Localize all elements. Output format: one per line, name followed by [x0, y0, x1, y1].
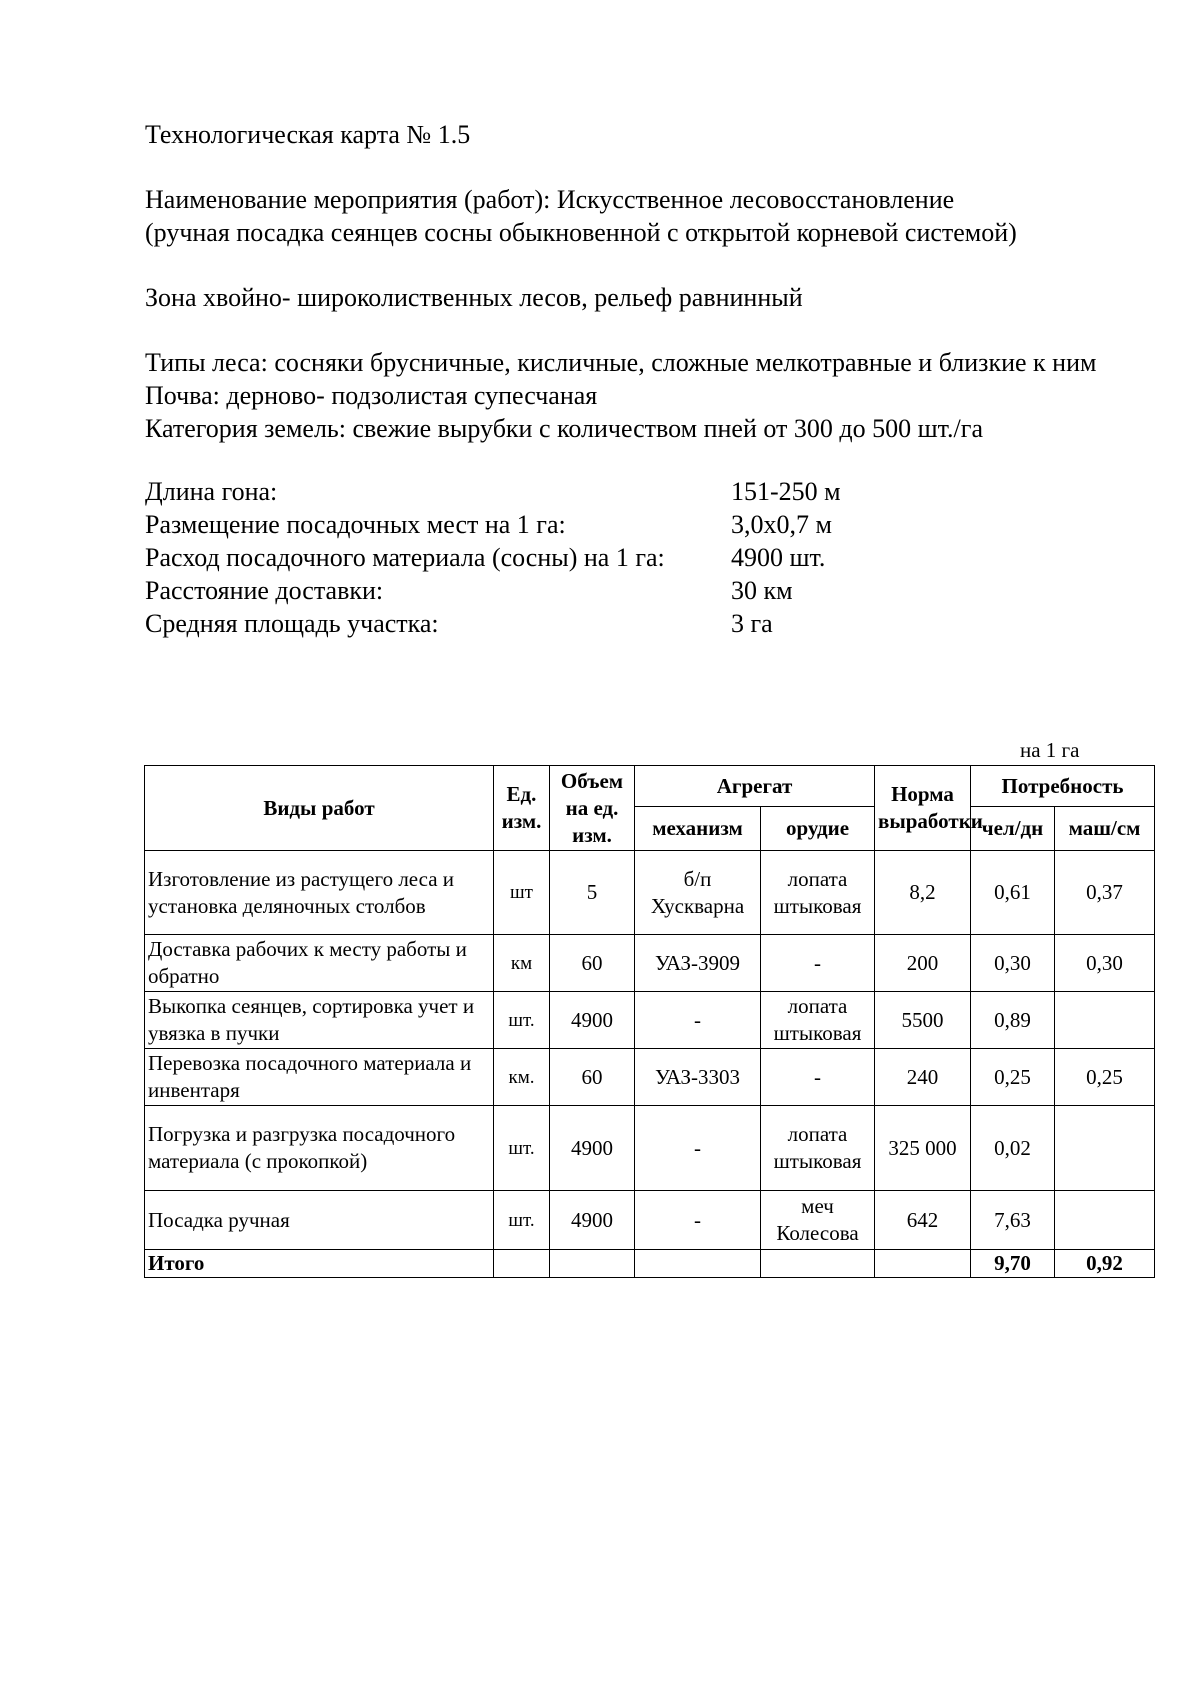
cell-work: Посадка ручная [145, 1191, 494, 1250]
cell-work: Погрузка и разгрузка посадочного материала (с прокопкой) [145, 1106, 494, 1191]
header-unit: Ед. изм. [494, 766, 550, 851]
activity-line-1: Наименование мероприятия (работ): Искусственное лесовосстановление [145, 185, 955, 214]
cell-work: Перевозка посадочного материала и инвентаря [145, 1049, 494, 1106]
cell-unit: км. [494, 1049, 550, 1106]
cell-mechanism: - [635, 992, 761, 1049]
cell-machine-shifts [1055, 992, 1155, 1049]
cell-mechanism: - [635, 1106, 761, 1191]
cell-unit: шт. [494, 1191, 550, 1250]
header-norm: Норма выработки [875, 766, 971, 851]
param-row [145, 541, 1155, 574]
cell-unit: шт. [494, 1106, 550, 1191]
header-person-days: чел/дн [971, 807, 1055, 851]
cell-volume: 4900 [550, 1191, 635, 1250]
param-value: 30 км [731, 576, 793, 605]
cell-person-days: 0,02 [971, 1106, 1055, 1191]
cell-mechanism: - [635, 1191, 761, 1250]
cell-empty [761, 1250, 875, 1278]
param-label: Размещение посадочных мест на 1 га: [145, 510, 566, 539]
cell-tool: лопата штыковая [761, 992, 875, 1049]
cell-volume: 5 [550, 851, 635, 935]
cell-empty [875, 1250, 971, 1278]
table-total-row [145, 1250, 1155, 1278]
land-category-text: Категория земель: свежие вырубки с количеством пней от 300 до 500 шт./га [145, 414, 983, 443]
cell-mechanism: УАЗ-3303 [635, 1049, 761, 1106]
cell-unit: км [494, 935, 550, 992]
cell-person-days: 0,89 [971, 992, 1055, 1049]
cell-norm: 5500 [875, 992, 971, 1049]
table-row [145, 935, 1155, 992]
cell-machine-shifts [1055, 1106, 1155, 1191]
param-label: Расход посадочного материала (сосны) на 1 га: [145, 543, 665, 572]
cell-person-days: 0,25 [971, 1049, 1055, 1106]
cell-tool: меч Колесова [761, 1191, 875, 1250]
param-label: Средняя площадь участка: [145, 609, 439, 638]
cell-machine-shifts: 0,37 [1055, 851, 1155, 935]
header-work-types: Виды работ [145, 766, 494, 851]
cell-norm: 200 [875, 935, 971, 992]
header-machine-shifts: маш/см [1055, 807, 1155, 851]
table-row [145, 992, 1155, 1049]
header-mechanism: механизм [635, 807, 761, 851]
table-row [145, 1106, 1155, 1191]
cell-machine-shifts [1055, 1191, 1155, 1250]
header-need: Потребность [971, 766, 1155, 807]
activity-line-2: (ручная посадка сеянцев сосны обыкновенной с открытой корневой системой) [145, 218, 1017, 247]
param-label: Длина гона: [145, 477, 278, 506]
cell-person-days: 0,30 [971, 935, 1055, 992]
document-page [145, 118, 1155, 640]
cell-person-days: 7,63 [971, 1191, 1055, 1250]
work-table [144, 765, 1155, 1278]
parameters-list [145, 475, 1155, 640]
param-value: 151-250 м [731, 477, 841, 506]
cell-tool: - [761, 1049, 875, 1106]
cell-norm: 240 [875, 1049, 971, 1106]
cell-empty [550, 1250, 635, 1278]
cell-total-label: Итого [145, 1250, 494, 1278]
param-row [145, 475, 1155, 508]
param-value: 3,0х0,7 м [731, 510, 832, 539]
header-volume: Объем на ед. изм. [550, 766, 635, 851]
cell-tool: лопата штыковая [761, 1106, 875, 1191]
cell-total-person-days: 9,70 [971, 1250, 1055, 1278]
cell-norm: 642 [875, 1191, 971, 1250]
cell-empty [494, 1250, 550, 1278]
cell-work: Доставка рабочих к месту работы и обратно [145, 935, 494, 992]
soil-text: Почва: дерново- подзолистая супесчаная [145, 381, 598, 410]
cell-mechanism: УАЗ-3909 [635, 935, 761, 992]
table-row [145, 1049, 1155, 1106]
forest-types-text: Типы леса: сосняки брусничные, кисличные, сложные мелкотравные и близкие к ним [145, 348, 1097, 377]
header-aggregate: Агрегат [635, 766, 875, 807]
document-title: Технологическая карта № 1.5 [145, 120, 471, 149]
param-label: Расстояние доставки: [145, 576, 384, 605]
cell-norm: 325 000 [875, 1106, 971, 1191]
param-value: 4900 шт. [731, 543, 826, 572]
cell-mechanism: б/п Хускварна [635, 851, 761, 935]
zone-text: Зона хвойно- широколиственных лесов, рельеф равнинный [145, 283, 803, 312]
cell-volume: 60 [550, 1049, 635, 1106]
cell-unit: шт. [494, 992, 550, 1049]
table-row [145, 1191, 1155, 1250]
cell-volume: 4900 [550, 992, 635, 1049]
header-tool: орудие [761, 807, 875, 851]
cell-machine-shifts: 0,30 [1055, 935, 1155, 992]
cell-norm: 8,2 [875, 851, 971, 935]
cell-empty [635, 1250, 761, 1278]
cell-person-days: 0,61 [971, 851, 1055, 935]
cell-tool: лопата штыковая [761, 851, 875, 935]
cell-machine-shifts: 0,25 [1055, 1049, 1155, 1106]
cell-unit: шт [494, 851, 550, 935]
param-row [145, 574, 1155, 607]
param-row [145, 607, 1155, 640]
cell-work: Выкопка сеянцев, сортировка учет и увязка в пучки [145, 992, 494, 1049]
cell-volume: 4900 [550, 1106, 635, 1191]
param-value: 3 га [731, 609, 773, 638]
cell-tool: - [761, 935, 875, 992]
table-unit-note: на 1 га [1020, 738, 1080, 762]
table-row [145, 851, 1155, 935]
cell-volume: 60 [550, 935, 635, 992]
cell-work: Изготовление из растущего леса и установка деляночных столбов [145, 851, 494, 935]
param-row [145, 508, 1155, 541]
cell-total-machine-shifts: 0,92 [1055, 1250, 1155, 1278]
